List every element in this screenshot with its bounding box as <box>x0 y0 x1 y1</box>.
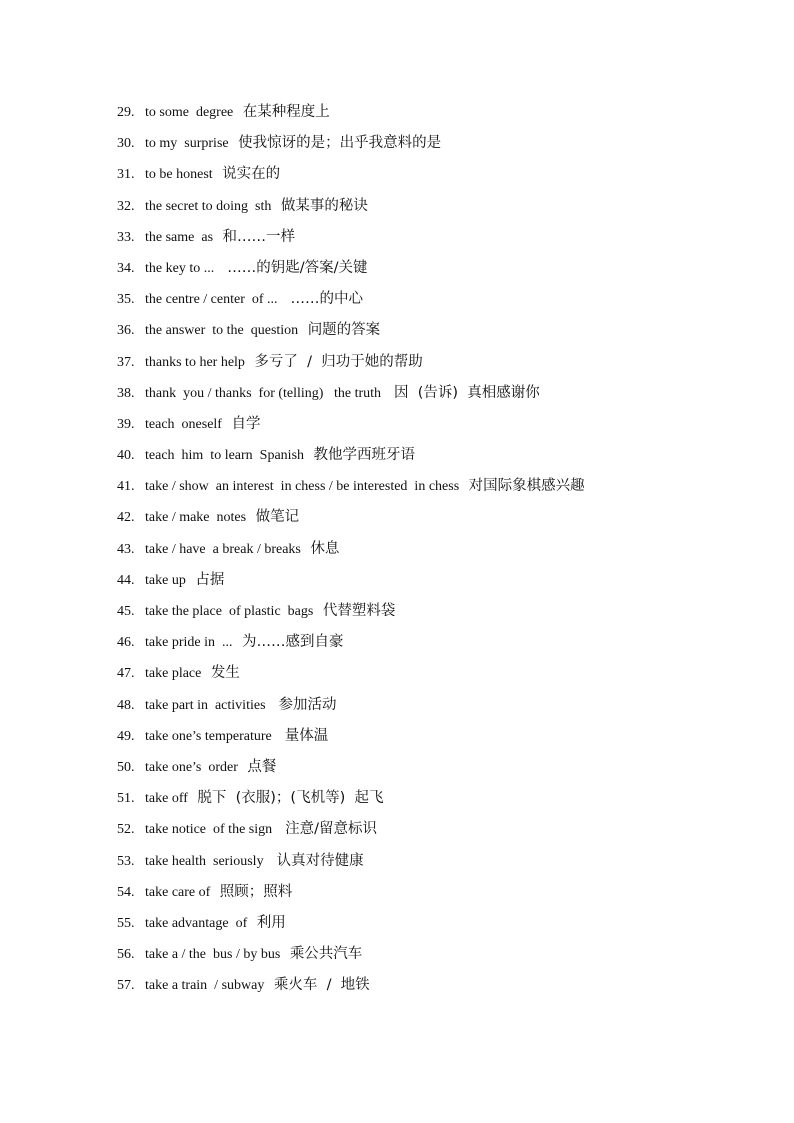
chinese-meaning: ……的钥匙/答案/关键 <box>227 259 368 276</box>
list-item <box>117 724 757 755</box>
list-item <box>117 849 757 880</box>
list-item <box>117 194 757 225</box>
chinese-meaning: 认真对待健康 <box>276 852 364 869</box>
item-number: 51. <box>117 791 135 807</box>
item-number: 38. <box>117 385 135 401</box>
item-number: 55. <box>117 915 135 931</box>
english-phrase: the secret to doing sth <box>145 198 275 214</box>
item-number: 31. <box>117 167 135 183</box>
item-number: 33. <box>117 229 135 245</box>
english-phrase: take one’s temperature <box>145 728 279 744</box>
chinese-meaning: 问题的答案 <box>307 322 381 339</box>
english-phrase: teach him to learn Spanish <box>145 448 308 464</box>
item-number: 34. <box>117 260 135 276</box>
english-phrase: take place <box>145 666 205 682</box>
english-phrase: take pride in ... <box>145 635 236 651</box>
item-number: 45. <box>117 604 135 619</box>
english-phrase: teach oneself <box>145 416 226 432</box>
list-item <box>117 537 757 568</box>
item-number: 35. <box>117 292 135 308</box>
item-number: 56. <box>117 947 135 963</box>
chinese-meaning: 做某事的秘诀 <box>280 197 368 214</box>
english-phrase: take / show an interest in chess / be interested in chess <box>145 479 463 495</box>
item-number: 32. <box>117 198 135 214</box>
item-number: 41. <box>117 479 135 495</box>
chinese-meaning: 乘火车 / 地铁 <box>273 977 370 994</box>
item-number: 50. <box>117 759 135 775</box>
item-number: 44. <box>117 572 135 588</box>
chinese-meaning: 点餐 <box>247 758 277 775</box>
phrase-list <box>117 100 757 1004</box>
chinese-meaning: 在某种程度上 <box>242 104 330 120</box>
list-item <box>117 693 757 724</box>
chinese-meaning: 对国际象棋感兴趣 <box>468 478 585 495</box>
chinese-meaning: 教他学西班牙语 <box>313 447 416 464</box>
english-phrase: take a / the bus / by bus <box>145 947 284 963</box>
english-phrase: take one’s order <box>145 759 242 775</box>
chinese-meaning: 参加活动 <box>278 696 337 713</box>
list-item <box>117 381 757 412</box>
list-item <box>117 443 757 474</box>
item-number: 48. <box>117 697 135 713</box>
list-item <box>117 786 757 817</box>
list-item <box>117 318 757 349</box>
english-phrase: thank you / thanks for (telling) the truth <box>145 385 389 401</box>
chinese-meaning: 脱下 (衣服)；(飞机等) 起飞 <box>197 790 384 807</box>
english-phrase: take care of <box>145 884 214 900</box>
item-number: 36. <box>117 323 135 339</box>
chinese-meaning: 照顾；照料 <box>219 883 293 900</box>
list-item <box>117 350 757 381</box>
english-phrase: to be honest <box>145 167 217 183</box>
list-item <box>117 225 757 256</box>
chinese-meaning: 代替塑料袋 <box>322 603 396 619</box>
item-number: 37. <box>117 354 135 370</box>
chinese-meaning: 乘公共汽车 <box>289 946 363 963</box>
english-phrase: take health seriously <box>145 853 271 869</box>
list-item <box>117 100 757 131</box>
list-item <box>117 412 757 443</box>
item-number: 29. <box>117 105 135 120</box>
list-item <box>117 817 757 848</box>
chinese-meaning: ……的中心 <box>290 291 364 308</box>
chinese-meaning: 使我惊讶的是；出乎我意料的是 <box>238 135 442 152</box>
item-number: 30. <box>117 136 135 152</box>
english-phrase: take off <box>145 791 192 807</box>
chinese-meaning: 发生 <box>210 665 240 682</box>
list-item <box>117 568 757 599</box>
chinese-meaning: 因 (告诉) 真相感谢你 <box>394 384 540 401</box>
english-phrase: the same as <box>145 229 217 245</box>
english-phrase: the answer to the question <box>145 323 302 339</box>
english-phrase: thanks to her help <box>145 354 249 370</box>
item-number: 52. <box>117 822 135 838</box>
chinese-meaning: 自学 <box>231 415 261 432</box>
english-phrase: take advantage of <box>145 915 251 931</box>
chinese-meaning: 说实在的 <box>222 166 281 183</box>
list-item <box>117 256 757 287</box>
list-item <box>117 880 757 911</box>
item-number: 46. <box>117 635 135 651</box>
item-number: 54. <box>117 884 135 900</box>
chinese-meaning: 多亏了 / 归功于她的帮助 <box>254 353 423 370</box>
english-phrase: take part in activities <box>145 697 273 713</box>
list-item <box>117 505 757 536</box>
chinese-meaning: 量体温 <box>284 727 329 744</box>
english-phrase: take a train / subway <box>145 978 268 994</box>
list-item <box>117 755 757 786</box>
chinese-meaning: 注意/留意标识 <box>285 821 378 838</box>
item-number: 40. <box>117 448 135 464</box>
chinese-meaning: 做笔记 <box>255 509 300 526</box>
list-item <box>117 287 757 318</box>
english-phrase: take notice of the sign <box>145 822 280 838</box>
list-item <box>117 911 757 942</box>
english-phrase: take up <box>145 572 190 588</box>
list-item <box>117 162 757 193</box>
english-phrase: take the place of plastic bags <box>145 604 317 619</box>
list-item <box>117 630 757 661</box>
chinese-meaning: 为……感到自豪 <box>241 634 344 651</box>
chinese-meaning: 占据 <box>195 571 225 588</box>
item-number: 49. <box>117 728 135 744</box>
chinese-meaning: 休息 <box>310 540 340 557</box>
item-number: 57. <box>117 978 135 994</box>
english-phrase: the key to ... <box>145 260 222 276</box>
item-number: 53. <box>117 853 135 869</box>
item-number: 43. <box>117 541 135 557</box>
chinese-meaning: 利用 <box>256 914 286 931</box>
chinese-meaning: 和……一样 <box>222 228 296 245</box>
list-item <box>117 599 757 630</box>
list-item <box>117 474 757 505</box>
list-item <box>117 973 757 1004</box>
list-item <box>117 942 757 973</box>
list-item <box>117 131 757 162</box>
item-number: 47. <box>117 666 135 682</box>
english-phrase: the centre / center of ... <box>145 292 285 308</box>
list-item <box>117 661 757 692</box>
item-number: 39. <box>117 416 135 432</box>
item-number: 42. <box>117 510 135 526</box>
english-phrase: to some degree <box>145 105 237 120</box>
english-phrase: take / have a break / breaks <box>145 541 305 557</box>
english-phrase: to my surprise <box>145 136 233 152</box>
english-phrase: take / make notes <box>145 510 250 526</box>
